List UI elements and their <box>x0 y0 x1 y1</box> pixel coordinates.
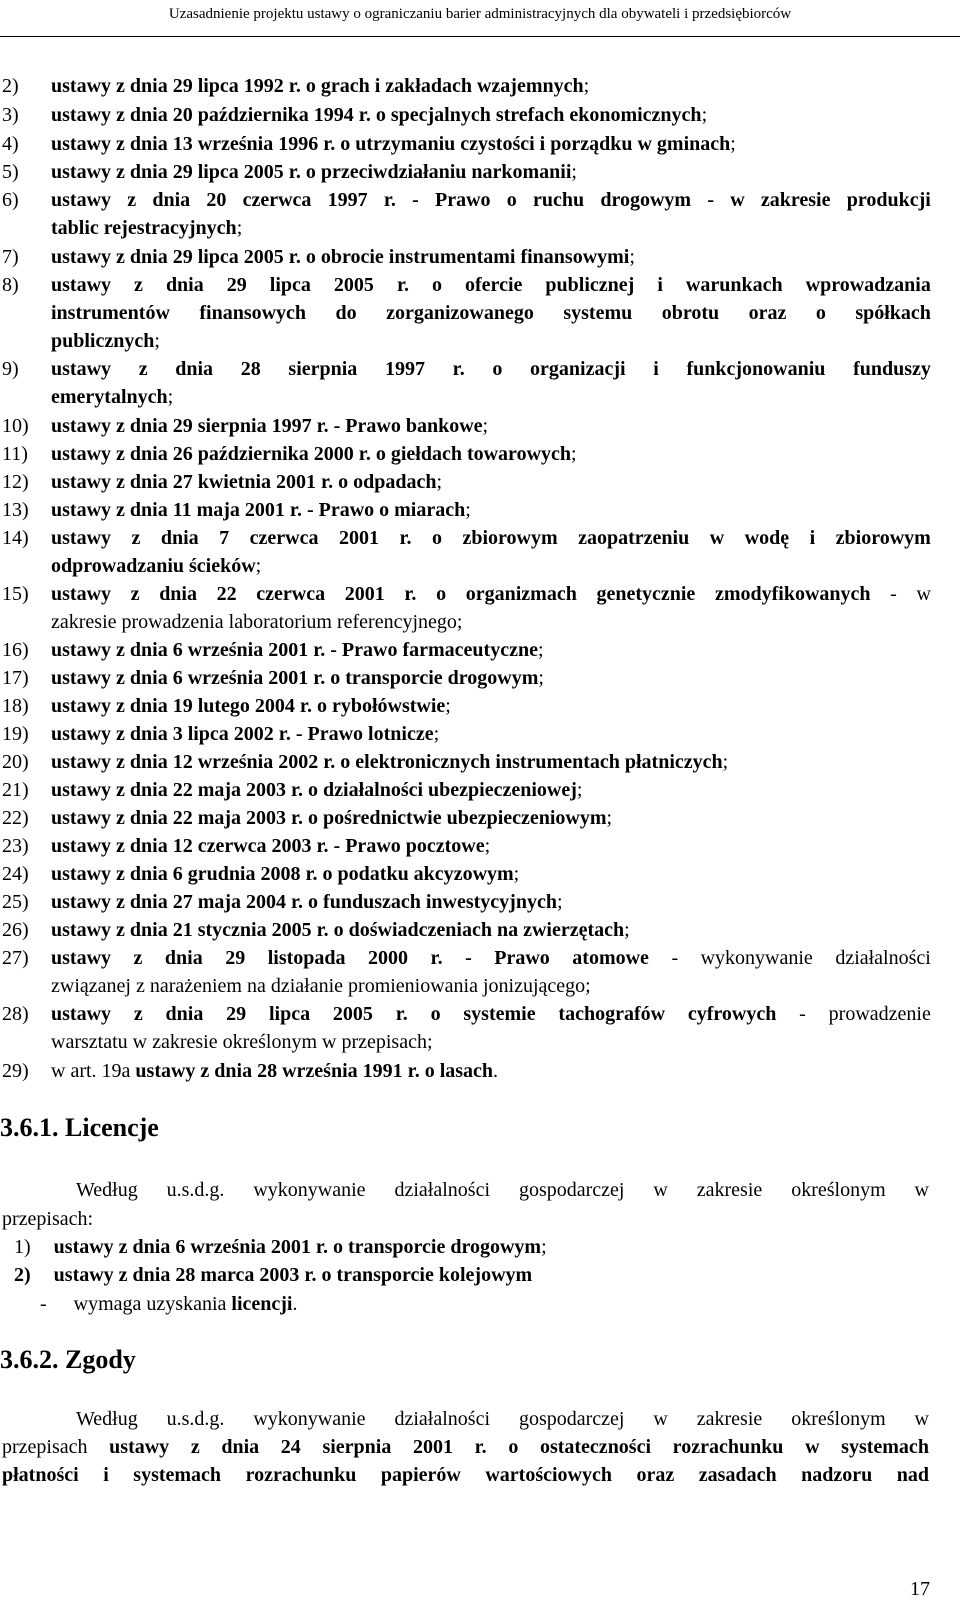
word: - <box>412 189 419 211</box>
word: systemu <box>563 302 633 324</box>
list-number: 28) <box>2 1003 29 1025</box>
list-item-body <box>51 748 931 776</box>
list-item-body <box>51 1057 931 1085</box>
act-title: odprowadzaniu ścieków <box>51 555 256 577</box>
list-number: 16) <box>2 639 29 661</box>
word: 20 <box>206 189 227 211</box>
act-title: ustawy z dnia 19 lutego 2004 r. o rybołówstwie <box>51 695 446 717</box>
list-item-body <box>51 888 931 916</box>
list-item-body <box>51 130 931 158</box>
word: dnia <box>221 1436 260 1458</box>
word: o <box>436 583 447 605</box>
act-title: ustawy z dnia 22 maja 2003 r. o pośrednictwie ubezpieczeniowym <box>51 807 607 829</box>
word: zasadach <box>698 1464 777 1486</box>
word: nad <box>896 1464 929 1486</box>
list-number: 8) <box>2 274 19 296</box>
list-number: 17) <box>2 667 29 689</box>
act-title: ustawy z dnia 28 marca 2003 r. o transporcie kolejowym <box>53 1264 533 1286</box>
word: instrumentów <box>51 302 170 324</box>
list-tail: ; <box>255 555 262 577</box>
word: ustawy <box>109 1436 170 1458</box>
list-item-body <box>51 496 931 524</box>
licencje-intro-line2: przepisach: <box>2 1208 94 1230</box>
word: dnia <box>175 358 214 380</box>
word: dnia <box>164 947 203 969</box>
list-item-body <box>51 524 931 580</box>
word: z <box>130 583 140 605</box>
word: u.s.d.g. <box>166 1408 225 1430</box>
list-number: 27) <box>2 947 29 969</box>
word: o <box>506 189 517 211</box>
list-continuation: zakresie prowadzenia laboratorium referencyjnego; <box>51 611 463 633</box>
act-title: tablic rejestracyjnych <box>51 217 237 239</box>
list-item-body <box>51 720 931 748</box>
act-title: emerytalnych <box>51 386 168 408</box>
act-title: ustawy z dnia 29 lipca 2005 r. o przeciwdziałaniu narkomanii <box>51 161 572 183</box>
word: atomowe <box>572 947 649 969</box>
list-item-body <box>51 186 931 242</box>
word: dnia <box>165 1003 204 1025</box>
list-prefix: w art. 19a <box>51 1060 136 1082</box>
word: dnia <box>159 583 197 605</box>
word: r. <box>396 274 409 296</box>
word: wartościowych <box>485 1464 612 1486</box>
licencje-list-item <box>14 1261 532 1289</box>
list-tail: ; <box>624 919 630 941</box>
word: 29 <box>226 274 247 296</box>
word: płatności <box>2 1464 79 1486</box>
word: r. <box>399 527 412 549</box>
word: o <box>508 1436 519 1458</box>
word: z <box>134 274 143 296</box>
word: gospodarczej <box>518 1179 625 1201</box>
word: w <box>730 189 745 211</box>
word: oraz <box>636 1464 675 1486</box>
word: ofercie <box>465 274 523 296</box>
list-item-body <box>51 692 931 720</box>
list-tail: ; <box>537 639 544 661</box>
word: czerwca <box>242 189 312 211</box>
list-tail: ; <box>167 386 174 408</box>
list-item-body <box>51 158 931 186</box>
licencje-requirement <box>40 1290 298 1318</box>
word: - <box>707 189 714 211</box>
act-title: ustawy z dnia 13 września 1996 r. o utrzymaniu czystości i porządku w gminach <box>51 133 731 155</box>
word: finansowych <box>199 302 307 324</box>
list-tail: ; <box>538 667 544 689</box>
list-tail: ; <box>571 161 577 183</box>
list-tail: ; <box>445 695 451 717</box>
zgody-line3 <box>2 1461 929 1489</box>
word: nadzoru <box>801 1464 873 1486</box>
word: działalności <box>394 1408 491 1430</box>
word: sierpnia <box>288 358 358 380</box>
list-number: 23) <box>2 835 29 857</box>
word: w <box>805 1436 820 1458</box>
word: wykonywanie <box>253 1179 366 1201</box>
list-tail: ; <box>465 499 471 521</box>
list-item-body <box>51 72 931 100</box>
list-number: 1) <box>14 1236 31 1258</box>
word: ustawy <box>51 274 112 296</box>
word: Według <box>76 1408 138 1430</box>
word: oraz <box>748 302 787 324</box>
list-item-body <box>51 1000 931 1056</box>
word: zakresie <box>760 189 831 211</box>
zgody-line2 <box>2 1433 929 1461</box>
word: lipca <box>269 274 311 296</box>
list-number: 4) <box>2 133 19 155</box>
word: r. <box>383 189 396 211</box>
word: i <box>809 527 816 549</box>
list-tail: ; <box>576 779 583 801</box>
list-tail: ; <box>236 217 243 239</box>
act-title: ustawy z dnia 20 października 1994 r. o specjalnych strefach ekonomicznych <box>51 104 702 126</box>
word: określonym <box>791 1408 886 1430</box>
list-tail: ; <box>436 471 443 493</box>
list-number: 2) <box>2 75 19 97</box>
page-number: 17 <box>910 1578 930 1600</box>
word: 2000 <box>368 947 409 969</box>
word: listopada <box>267 947 346 969</box>
header-rule <box>0 36 960 37</box>
act-title: ustawy z dnia 3 lipca 2002 r. - Prawo lotnicze <box>51 723 434 745</box>
word: drogowym <box>600 189 692 211</box>
word: 1997 <box>327 189 368 211</box>
word: ustawy <box>51 527 112 549</box>
word: zmodyfikowanych <box>714 583 871 605</box>
word: zbiorowym <box>835 527 931 549</box>
act-title: ustawy z dnia 29 sierpnia 1997 r. - Prawo bankowe <box>51 415 483 437</box>
list-item-body <box>51 243 931 271</box>
word: o <box>432 274 442 296</box>
list-number: 21) <box>2 779 29 801</box>
word: przepisach <box>2 1436 88 1458</box>
word: o <box>430 1003 441 1025</box>
word: - <box>799 1003 806 1025</box>
act-title: ustawy z dnia 6 grudnia 2008 r. o podatku akcyzowym <box>51 863 514 885</box>
word: genetycznie <box>596 583 696 605</box>
word: w <box>709 527 725 549</box>
word: i <box>653 358 659 380</box>
word: cyfrowych <box>687 1003 777 1025</box>
word: warunkach <box>685 274 783 296</box>
word: z <box>127 189 137 211</box>
word: 24 <box>280 1436 301 1458</box>
act-title: ustawy z dnia 12 września 2002 r. o elektronicznych instrumentach płatniczych <box>51 751 723 773</box>
word: ruchu <box>533 189 585 211</box>
dash: - <box>40 1293 47 1315</box>
list-number: 24) <box>2 863 29 885</box>
word: organizacji <box>530 358 626 380</box>
word: dnia <box>165 274 204 296</box>
list-number: 6) <box>2 189 19 211</box>
word: o <box>492 358 503 380</box>
word: i <box>103 1464 109 1486</box>
word: sierpnia <box>322 1436 392 1458</box>
word: w <box>914 1408 929 1430</box>
word: funkcjonowaniu <box>686 358 826 380</box>
word: ustawy <box>51 1003 112 1025</box>
word: produkcji <box>846 189 931 211</box>
list-item-body <box>51 804 931 832</box>
list-number: 11) <box>2 443 28 465</box>
licencje-list-item <box>14 1233 547 1261</box>
act-title: ustawy z dnia 6 września 2001 r. - Prawo farmaceutyczne <box>51 639 538 661</box>
word: ustawy <box>51 583 112 605</box>
list-number: 20) <box>2 751 29 773</box>
word: systemach <box>133 1464 222 1486</box>
requirement-tail: . <box>292 1293 298 1315</box>
word: r. <box>452 358 465 380</box>
list-item-body <box>51 860 931 888</box>
word: - <box>465 947 472 969</box>
word: r. <box>474 1436 487 1458</box>
word: 1997 <box>384 358 425 380</box>
word: w <box>916 583 931 605</box>
word: wykonywanie <box>700 947 813 969</box>
word: lipca <box>268 1003 311 1025</box>
word: 22 <box>216 583 237 605</box>
list-tail: ; <box>541 1236 547 1258</box>
list-tail: ; <box>606 807 613 829</box>
word: 28 <box>240 358 261 380</box>
list-number: 12) <box>2 471 29 493</box>
section-heading-zgody: 3.6.2. Zgody <box>0 1345 136 1374</box>
word: 2001 <box>412 1436 453 1458</box>
word: dnia <box>152 189 191 211</box>
act-title: ustawy z dnia 29 lipca 1992 r. o grach i zakładach wzajemnych <box>51 75 584 97</box>
word: z <box>133 1003 143 1025</box>
list-item-body <box>51 440 931 468</box>
list-number: 22) <box>2 807 29 829</box>
word: obrotu <box>661 302 720 324</box>
word: papierów <box>380 1464 461 1486</box>
word: działalności <box>394 1179 491 1201</box>
word: ustawy <box>51 947 112 969</box>
word: o <box>431 527 442 549</box>
word: spółkach <box>855 302 931 324</box>
list-number: 9) <box>2 358 19 380</box>
list-number: 2) <box>14 1264 31 1286</box>
list-continuation: związanej z narażeniem na działanie promieniowania jonizującego; <box>51 975 591 997</box>
word: 2005 <box>333 274 374 296</box>
word: - <box>890 583 897 605</box>
word: z <box>133 947 143 969</box>
word: prowadzenie <box>828 1003 931 1025</box>
word: wykonywanie <box>253 1408 366 1430</box>
list-item-body <box>51 580 931 636</box>
word: 29 <box>226 1003 247 1025</box>
act-title: ustawy z dnia 22 maja 2003 r. o działalności ubezpieczeniowej <box>51 779 577 801</box>
zgody-line1 <box>76 1405 929 1433</box>
word: 7 <box>219 527 230 549</box>
list-tail: ; <box>629 246 635 268</box>
list-tail: ; <box>482 415 489 437</box>
list-number: 26) <box>2 919 29 941</box>
word: z <box>138 358 148 380</box>
word: u.s.d.g. <box>166 1179 225 1201</box>
word: tachografów <box>558 1003 666 1025</box>
list-tail: . <box>493 1060 499 1082</box>
word: Prawo <box>494 947 550 969</box>
word: o <box>815 302 826 324</box>
word: wprowadzania <box>805 274 931 296</box>
word: systemach <box>841 1436 929 1458</box>
list-tail: ; <box>701 104 708 126</box>
word: 2001 <box>344 583 385 605</box>
word: czerwca <box>256 583 326 605</box>
word: 2001 <box>338 527 379 549</box>
list-item-body <box>51 355 931 411</box>
act-title: ustawy z dnia 11 maja 2001 r. - Prawo o miarach <box>51 499 466 521</box>
word: z <box>131 527 141 549</box>
list-item-body <box>51 916 931 944</box>
act-title: ustawy z dnia 12 czerwca 2003 r. - Prawo pocztowe <box>51 835 485 857</box>
list-number: 13) <box>2 499 29 521</box>
list-item-body <box>51 636 931 664</box>
word: organizmach <box>465 583 577 605</box>
word: czerwca <box>249 527 319 549</box>
list-item-body <box>51 832 931 860</box>
word: rozrachunku <box>245 1464 357 1486</box>
word: rozrachunku <box>672 1436 784 1458</box>
word: 2005 <box>332 1003 373 1025</box>
list-number: 5) <box>2 161 19 183</box>
word: działalności <box>835 947 931 969</box>
list-number: 14) <box>2 527 29 549</box>
act-title: ustawy z dnia 6 września 2001 r. o transporcie drogowym <box>51 667 539 689</box>
list-item-body <box>51 664 931 692</box>
list-item-body <box>51 468 931 496</box>
word: Prawo <box>435 189 491 211</box>
word: publicznej <box>545 274 635 296</box>
word: funduszy <box>853 358 931 380</box>
word: ustawy <box>51 358 112 380</box>
word: - <box>671 947 679 969</box>
word: wodę <box>744 527 790 549</box>
licencje-intro-line1 <box>76 1176 929 1204</box>
word: do <box>335 302 357 324</box>
act-title: ustawy z dnia 26 października 2000 r. o giełdach towarowych <box>51 443 572 465</box>
list-tail: ; <box>722 751 729 773</box>
requirement-bold: licencji <box>231 1293 293 1315</box>
word: określonym <box>791 1179 886 1201</box>
word: zakresie <box>696 1179 763 1201</box>
requirement-text: wymaga uzyskania <box>73 1293 232 1315</box>
act-title: ustawy z dnia 21 stycznia 2005 r. o doświadczeniach na zwierzętach <box>51 919 625 941</box>
word: dnia <box>160 527 199 549</box>
list-tail: ; <box>484 835 491 857</box>
list-number: 7) <box>2 246 19 268</box>
word: systemie <box>463 1003 536 1025</box>
list-item-body <box>51 271 931 355</box>
list-tail: ; <box>513 863 520 885</box>
list-number: 19) <box>2 723 29 745</box>
list-tail: ; <box>154 330 160 352</box>
list-item-body <box>51 412 931 440</box>
word: i <box>657 274 663 296</box>
act-title: ustawy z dnia 28 września 1991 r. o lasach <box>135 1060 494 1082</box>
list-tail: ; <box>730 133 736 155</box>
word: 29 <box>225 947 246 969</box>
word: w <box>653 1179 668 1201</box>
word: ustawy <box>51 189 112 211</box>
word: r. <box>404 583 417 605</box>
list-number: 3) <box>2 104 19 126</box>
list-number: 15) <box>2 583 29 605</box>
word: gospodarczej <box>518 1408 625 1430</box>
list-tail: ; <box>571 443 577 465</box>
act-title: ustawy z dnia 6 września 2001 r. o transporcie drogowym <box>53 1236 542 1258</box>
section-heading-licencje: 3.6.1. Licencje <box>0 1113 159 1142</box>
word: Według <box>76 1179 138 1201</box>
list-number: 18) <box>2 695 29 717</box>
word: zakresie <box>696 1408 763 1430</box>
list-continuation: warsztatu w zakresie określonym w przepisach; <box>51 1031 433 1053</box>
list-tail: ; <box>433 723 440 745</box>
act-title: ustawy z dnia 27 maja 2004 r. o funduszach inwestycyjnych <box>51 891 557 913</box>
list-item-body <box>51 101 931 129</box>
list-number: 10) <box>2 415 29 437</box>
word: zorganizowanego <box>386 302 534 324</box>
word: r. <box>430 947 443 969</box>
act-title: ustawy z dnia 29 lipca 2005 r. o obrocie instrumentami finansowymi <box>51 246 630 268</box>
act-title: ustawy z dnia 27 kwietnia 2001 r. o odpadach <box>51 471 437 493</box>
act-title: publicznych <box>51 330 155 352</box>
list-tail: ; <box>583 75 590 97</box>
word: zaopatrzeniu <box>578 527 690 549</box>
word: ostateczności <box>539 1436 652 1458</box>
word: zbiorowym <box>462 527 558 549</box>
list-number: 29) <box>2 1060 29 1082</box>
list-number: 25) <box>2 891 29 913</box>
list-item-body <box>51 944 931 1000</box>
word: w <box>914 1179 929 1201</box>
word: z <box>190 1436 200 1458</box>
word: w <box>653 1408 668 1430</box>
list-tail: ; <box>556 891 563 913</box>
running-header: Uzasadnienie projektu ustawy o ograniczaniu barier administracyjnych dla obywateli i przedsiębiorców <box>168 6 792 22</box>
list-item-body <box>51 776 931 804</box>
word: r. <box>395 1003 408 1025</box>
